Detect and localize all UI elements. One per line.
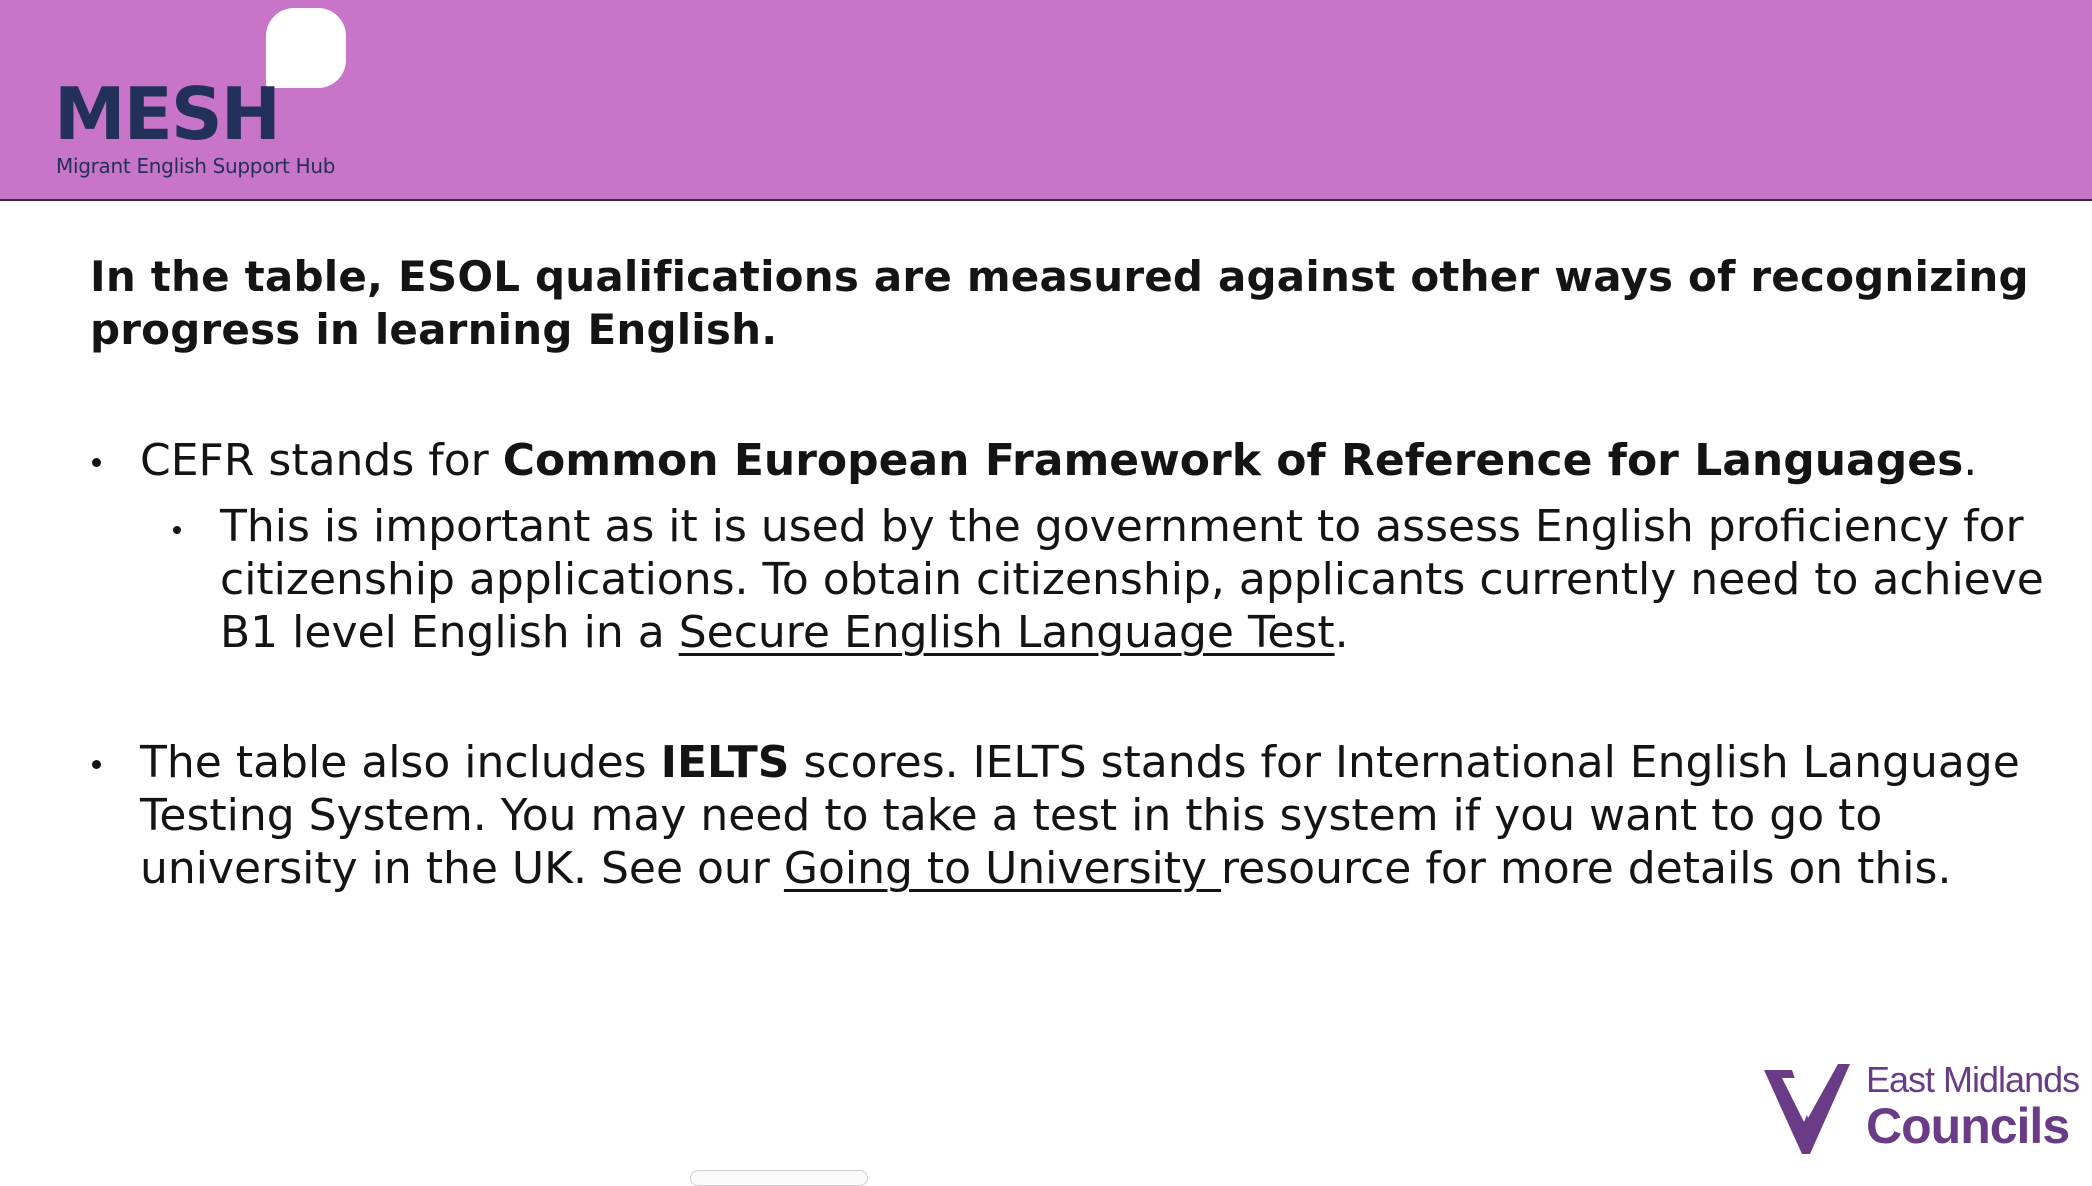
logo-wordmark: MESH: [54, 72, 279, 156]
bullet-cefr-detail: [220, 500, 2070, 659]
logo-line-east-midlands: East Midlands: [1866, 1059, 2080, 1100]
bullet-dot-icon: [173, 526, 181, 534]
logo-tagline: Migrant English Support Hub: [56, 154, 336, 178]
bullet-dot-icon: [92, 458, 101, 467]
secure-english-test-link[interactable]: Secure English Language Test: [678, 607, 1335, 658]
cefr-full-name: Common European Framework of Reference for Languages: [502, 435, 1964, 486]
bullet-cefr: [140, 434, 2060, 487]
bullet-ielts: [140, 736, 2060, 895]
cefr-prefix: CEFR stands for: [140, 435, 503, 486]
checkmark-icon: [1762, 1060, 1862, 1156]
bullet-dot-icon: [92, 760, 101, 769]
cefr-detail-text: This is important as it is used by the government to assess English proficiency for citizenship applications. To obtain citizenship, applicants currently need to achieve B1 level English in a: [220, 501, 2044, 658]
scroll-handle[interactable]: [690, 1170, 868, 1186]
ielts-suffix: resource for more details on this.: [1221, 843, 1952, 894]
cefr-suffix: .: [1963, 435, 1978, 486]
ielts-acronym: IELTS: [660, 737, 790, 788]
east-midlands-councils-logo[interactable]: [1762, 1060, 2082, 1160]
ielts-prefix: The table also includes: [140, 737, 661, 788]
logo-line-councils: Councils: [1866, 1098, 2070, 1154]
intro-paragraph: In the table, ESOL qualifications are measured against other ways of recognizing progress in learning English.: [90, 252, 2029, 354]
ielts-middle: scores. IELTS stands for International English Language Testing System. You may need to take a test in this system if you want to go to university in the UK. See our: [140, 737, 2020, 894]
cefr-detail-suffix: .: [1334, 607, 1349, 658]
going-to-university-link[interactable]: Going to University: [783, 843, 1222, 894]
